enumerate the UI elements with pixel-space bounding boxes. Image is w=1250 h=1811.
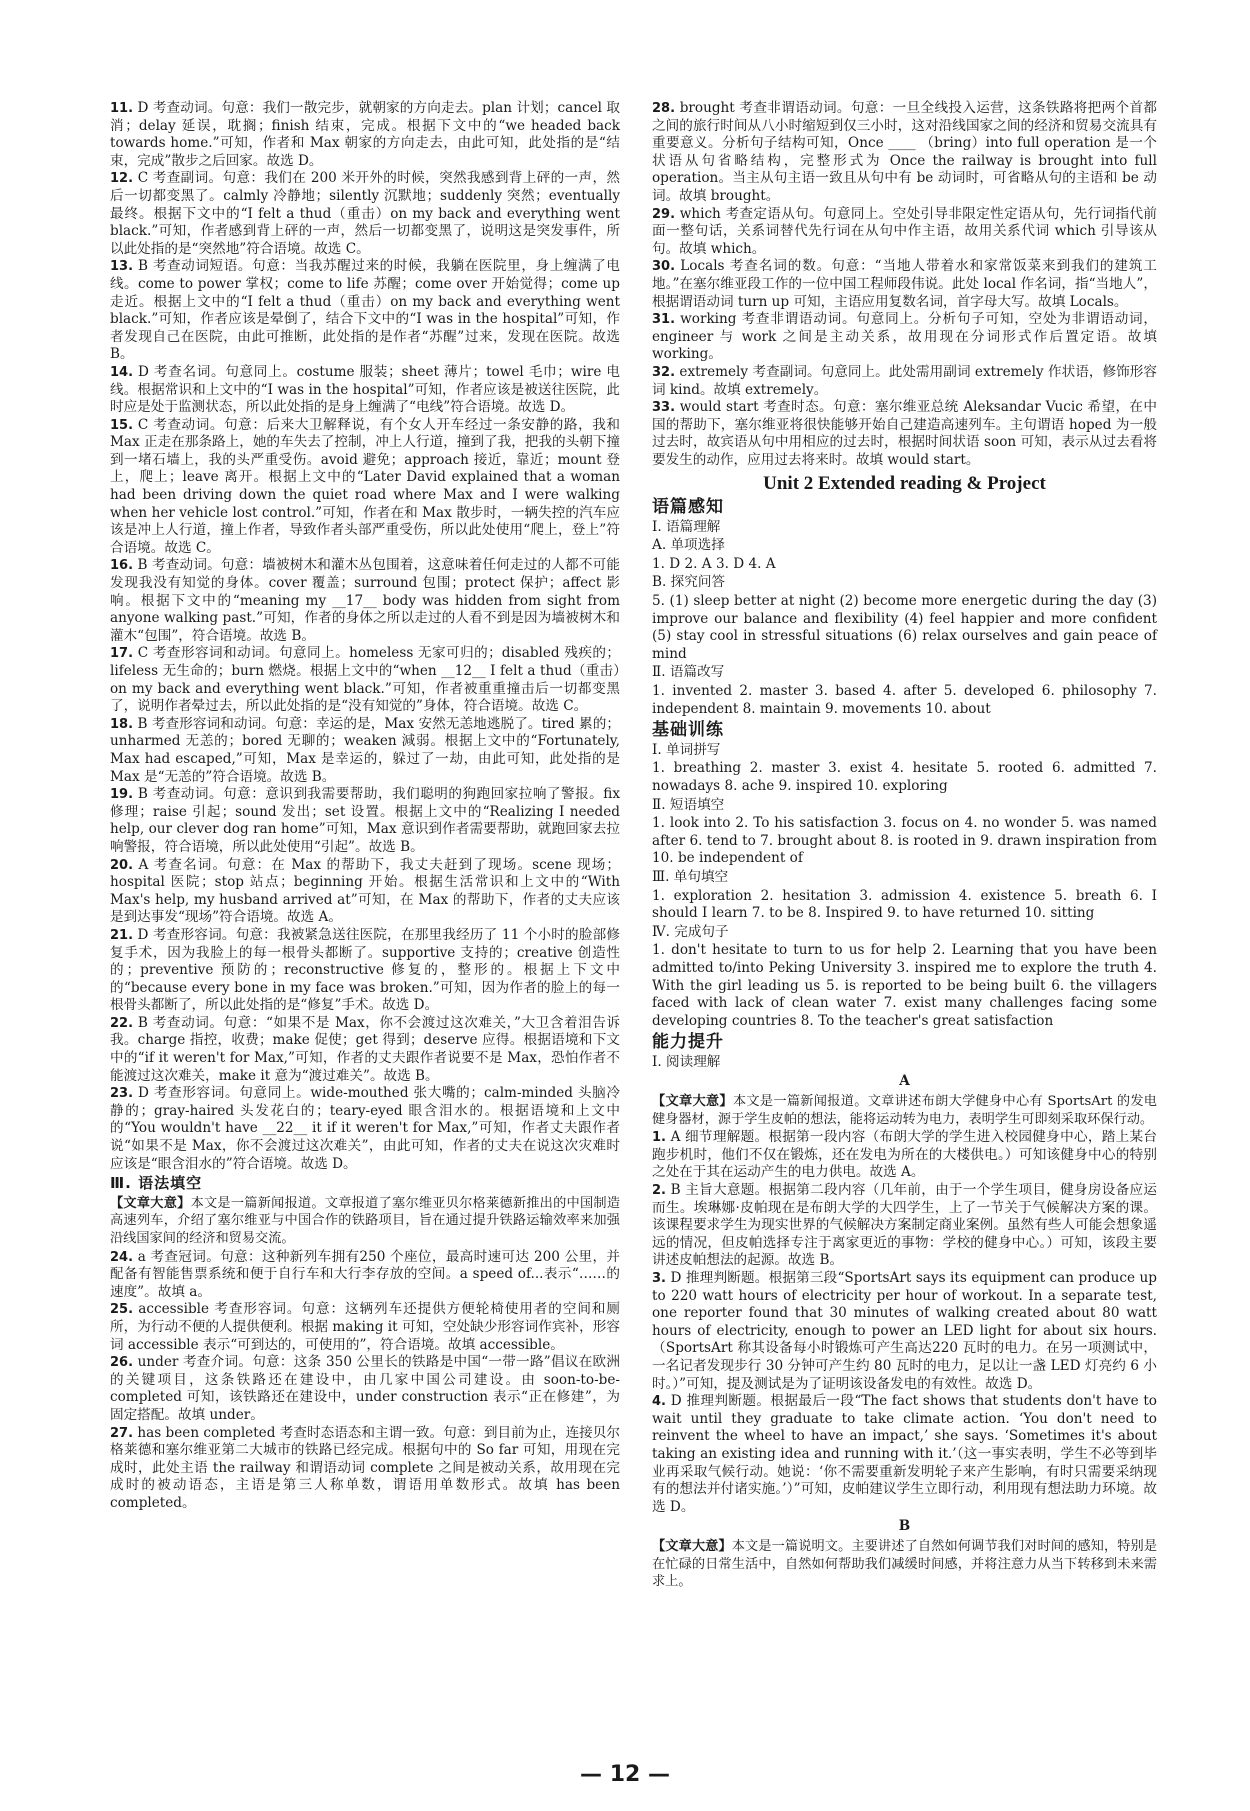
item-text: B 考查动词。句意：“如果不是 Max，你不会渡过这次难关，”大卫含着泪告诉我。charge 指控，收费；make 促使；get 得到；deserve 应得。根据语境和下文中的“if it weren't for Max,”可知，作者的丈夫跟作者说要不是 Max，恐怕作者不能渡过这次难关，make it 意为“渡过难关”。故选 B。 [110,1014,621,1084]
item-number: 26. [110,1355,134,1371]
item-number: 4. [652,1394,666,1410]
answer-item [652,364,1157,399]
block-title-ability: 能力提升 [652,1032,724,1053]
item-text: D 考查形容词。句意同上。wide-mouthed 张大嘴的；calm-minded 头脑冷静的；gray-haired 头发花白的；teary-eyed 眼含泪水的。根据语境和上文中的“You wouldn't have __22__ it if it weren't for Max,”可知，作者丈夫跟作者说“如果不是 Max，你不会渡过这次难关”，由此可知，作者的丈夫在说这次灾难时应该是“眼含泪水的”符合语境。故选 D。 [110,1085,621,1172]
item-text: B 主旨大意题。根据第二段内容（几年前，由于一个学生项目，健身房设备应运而生。埃琳娜·皮帕现在是布朗大学的大四学生，上了一节关于气候解决方案的课。该课程要求学生为现实世界的气候解决方案制定商业案例。虽然有些人可能会想象遥远的情况，但皮帕选择专注于离家更近的事物：学校的健身中心。）可知，该段主要讲述皮帕想法的起源。故选 B。 [652,1182,1158,1269]
item-text: A 考查名词。句意：在 Max 的帮助下，我丈夫赶到了现场。scene 现场；hospital 医院；stop 站点；beginning 开始。根据生活常识和上文中的“With Max's help, my husband arrived at”可知，在 Max 的帮助下，作者的丈夫应该是到达事发“现场”符合语境。故选 A。 [110,856,620,926]
item-number: 12. [110,171,134,187]
item-number: 31. [652,312,676,328]
answer-item [652,258,1157,311]
answer-item [652,311,1157,364]
answer-item [110,364,620,417]
answer-item [110,927,620,1015]
answer-item [110,716,620,786]
passage-a-label: A [899,1073,910,1090]
answer-item [110,645,620,715]
item-number: 19. [110,787,134,803]
item-number: 28. [652,101,676,116]
passage-b-label: B [898,1518,911,1535]
item-text: A 细节理解题。根据第一段内容（布朗大学的学生进入校园健身中心，踏上某台跑步机时，他们不仅在锻炼，还在发电为所在的大楼供电。）可知该健身中心的特别之处在于其在运动产生的电力供电。故选 A。 [652,1129,1157,1181]
section-reading-comprehension: Ⅰ. 语篇理解 [652,518,721,535]
block-title-basic: 基础训练 [652,720,724,741]
item-number: 27. [110,1425,134,1441]
sentence-fill-answers: 1. exploration 2. hesitation 3. admission 4. existence 5. breath 6. I should I learn 7. to be 8. Inspired 9. to have returned 10. sitting [652,887,1157,922]
item-number: 33. [652,400,676,416]
answer-item [652,1270,1157,1393]
answer-item [110,786,620,856]
grammar-section-title: Ⅲ. 语法填空 [110,1174,203,1193]
item-number: 17. [110,646,134,662]
answer-item [652,206,1157,259]
item-text: brought 考查非谓语动词。句意：一旦全线投入运营，这条铁路将把两个首都之间的旅行时间从八小时缩短到仅三小时，这对沿线国家之间的经济和贸易交流具有重要意义。分析句子结构可知，Once ____ （bring）into full operation 是一个状语从句省略结构，完整形式为 Once the railway is brought into full operation。当主从句主语一致且从句中有 be 动词时，可省略从句的主语和 be 动词。故填 brought。 [652,100,1157,204]
item-text: which 考查定语从句。句意同上。空处引导非限定性定语从句，先行词指代前面一整句话，关系词替代先行词在从句中作主语，故用关系代词 which 引导该从句。故填 which。 [652,205,1157,257]
item-text: C 考查形容词和动词。句意同上。homeless 无家可归的；disabled 残疾的；lifeless 无生命的；burn 燃烧。根据上文中的“when __12__ I felt a thud（重击）on my back and everything went black.”可知，作者被重重撞击后一切都变黑了，说明作者晕过去，所以此处指的是“没有知觉的”身体，符合语境。故选 C。 [110,645,620,715]
answer-item [110,557,620,645]
item-number: 18. [110,716,134,732]
item-number: 20. [110,857,134,873]
item-text: accessible 考查形容词。句意：这辆列车还提供方便轮椅使用者的空间和厕所，为行动不便的人提供便利。根据 making it 可知，空处缺少形容词作宾补，形容词 accessible 表示“可到达的，可使用的”，符合语境。故填 accessible。 [110,1301,620,1353]
item-number: 15. [110,417,134,433]
item-number: 25. [110,1302,134,1318]
answer-item [652,399,1157,469]
section-reading: Ⅰ. 阅读理解 [652,1053,721,1070]
item-number: 13. [110,259,134,275]
item-text: D 推理判断题。根据第三段“SportsArt says its equipment can produce up to 220 watt hours of electricity per hour of workout. In a separate test, one reporter found that 30 minutes of walking created about 80 watt hours of electricity, enough to power an LED light for about six hours.（SportsArt 称其设备每小时锻炼可产生高达220 瓦时的电力。在另一项测试中，一名记者发现步行 30 分钟可产生约 80 瓦时的电力，足以让一盏 LED 灯亮约 6 小时。）”可知，提及测试是为了证明该设备发电的有效性。故选 D。 [652,1270,1157,1392]
answer-item [110,1354,620,1424]
section-rewrite: Ⅱ. 语篇改写 [652,664,725,681]
page-number: — 12 — [580,1762,670,1787]
section-sentence-fill: Ⅲ. 单句填空 [652,868,729,885]
answer-item [110,417,620,558]
answer-item [652,1393,1157,1516]
grammar-summary: 【文章大意】本文是一篇新闻报道。文章报道了塞尔维亚贝尔格莱德新推出的中国制造高速列车，介绍了塞尔维亚与中国合作的铁路项目，旨在通过提升铁路运输效率来加强沿线国家间的经济和贸易交流。 [110,1195,621,1246]
passage-a-summary: 【文章大意】本文是一篇新闻报道。文章讲述布朗大学健身中心有 SportsArt 的发电健身器材，源于学生皮帕的想法，能将运动转为电力，表明学生可即刻采取环保行动。 [652,1094,1157,1127]
item-text: Locals 考查名词的数。句意：“当地人带着水和家常饭菜来到我们的建筑工地。”在塞尔维亚段工作的一位中国工程师段伟说。此处 local 作名词，指“当地人”，根据谓语动词 turn up 可知，主语应用复数名词，首字母大写。故填 Locals。 [652,258,1157,310]
item-number: 21. [110,927,134,943]
right-column [652,100,1157,1592]
rewrite-answers: 1. invented 2. master 3. based 4. after 5. developed 6. philosophy 7. independent 8. maintain 9. movements 10. about [652,683,1157,717]
item-text: D 推理判断题。根据最后一段“The fact shows that students don't have to wait until they graduate to take climate action. ‘You don't need to reinvent the wheel to have an impact,’ she says. ‘Sometimes it's about taking an existing idea and running with it.’（这一事实表明，学生不必等到毕业再采取气候行动。她说：‘你不需要重新发明轮子来产生影响，有时只需要采纳现有的想法并付诸实施。’）”可知，皮帕建议学生立即行动，利用现有想法助力环境。故选 D。 [652,1393,1157,1515]
item-text: D 考查动词。句意：我们一散完步，就朝家的方向走去。plan 计划；cancel 取消；delay 延误，耽搁；finish 结束，完成。根据下文中的“we headed back towards home.”可知，作者和 Max 朝家的方向走去，由此可知，此处指的是“结束，完成”散步之后回家。故选 D。 [110,100,620,169]
answer-item [110,1085,620,1173]
answer-item [652,100,1157,206]
answer-item [110,1301,620,1354]
block-title-perception: 语篇感知 [652,497,724,518]
section-complete-sentences: Ⅳ. 完成句子 [652,923,729,940]
item-number: 1. [652,1130,666,1146]
item-number: 29. [652,206,676,222]
item-text: extremely 考查副词。句意同上。此处需用副词 extremely 作状语，修饰形容词 kind。故填 extremely。 [652,363,1157,398]
item-number: 11. [110,101,134,116]
answer-item [110,1249,620,1302]
subsection-single-choice: A. 单项选择 [652,537,725,554]
item-text: D 考查形容词。句意：我被紧急送往医院，在那里我经历了 11 个小时的脸部修复手术，因为我脸上的每一根骨头都断了。supportive 支持的；creative 创造性的；preventive 预防的；reconstructive 修复的，整形的。根据上下文中的“because every bone in my face was broken.”可知，因为作者的脸上的每一根骨头都断了，所以此处指的是“修复”手术。故选 D。 [110,926,620,1014]
item-text: has been completed 考查时态语态和主谓一致。句意：到目前为止，连接贝尔格莱德和塞尔维亚第二大城市的铁路已经完成。根据句中的 So far 可知，用现在完成时，此处主语 the railway 和谓语动词 complete 之间是被动关系，故用现在完成时的被动语态，主语是第三人称单数，谓语用单数形式。故填 has been completed。 [110,1424,620,1511]
answer-item [652,1182,1157,1270]
passage-b-summary: 【文章大意】本文是一篇说明文。主要讲述了自然如何调节我们对时间的感知，特别是在忙碌的日常生活中，自然如何帮助我们减缓时间感，并将注意力从当下转移到未来需求上。 [652,1538,1158,1590]
item-text: a 考查冠词。句意：这种新列车拥有250 个座位，最高时速可达 200 公里，并配备有智能售票系统和便于自行车和大行李存放的空间。a speed of...表示“……的速度”。故填 a。 [110,1248,621,1300]
inquiry-answers: 5. (1) sleep better at night (2) become more energetic during the day (3) improve our balance and flexibility (4) feel happier and more confident (5) stay cool in stressful situations (6) relax ourselves and gain peace of mind [652,593,1157,662]
answer-item [110,1425,620,1513]
answer-item [110,170,620,258]
item-number: 2. [652,1183,666,1199]
section-phrases: Ⅱ. 短语填空 [652,796,725,813]
item-text: D 考查名词。句意同上。costume 服装；sheet 薄片；towel 毛巾；wire 电线。根据常识和上文中的“I was in the hospital”可知，作者应该是被送往医院，此时应是处于监测状态，所以此处指的是身上缠满了“电线”符合语境。故选 D。 [110,363,620,416]
item-text: would start 考查时态。句意：塞尔维亚总统 Aleksandar Vucic 希望，在中国的帮助下，塞尔维亚将很快能够开始自己建造高速列车。主句谓语 hoped 为一般过去时，故宾语从句中用相应的过去时，根据时间状语 soon 可知，表示从过去看将要发生的动作，应用过去将来时。故填 would start。 [652,399,1157,468]
item-text: C 考查副词。句意：我们在 200 米开外的时候，突然我感到背上砰的一声，然后一切都变黑了。calmly 冷静地；silently 沉默地；suddenly 突然；eventually 最终。根据下文中的“I felt a thud（重击）on my back and everything went black.”可知，作者感到背上砰的一声，然后一切都变黑了，说明这是突发事件，所以此处指的是“突然地”符合语境。故选 C。 [110,170,620,257]
spelling-answers: 1. breathing 2. master 3. exist 4. hesitate 5. rooted 6. admitted 7. nowadays 8. ache 9. inspired 10. exploring [652,760,1157,794]
item-number: 22. [110,1015,134,1031]
item-text: B 考查动词短语。句意：当我苏醒过来的时候，我躺在医院里，身上缠满了电线。come to power 掌权；come to life 苏醒；come over 开始觉得；come up 走近。根据上文中的“I felt a thud（重击）on my back and everything went black.”可知，作者应该是晕倒了，结合下文中的“I was in the hospital”可知，作者发现自己在医院，由此可推断，此处指的是作者“苏醒”过来，发现在医院。故选 B。 [110,258,620,363]
item-text: under 考查介词。句意：这条 350 公里长的铁路是中国“一带一路”倡议在欧洲的关键项目，这条铁路还在建设中，由几家中国公司建设。由 soon-to-be-completed 可知，该铁路还在建设中，under construction 表示“正在修建”，为固定搭配。故填 under。 [110,1354,620,1423]
item-number: 32. [652,364,676,380]
item-number: 30. [652,259,676,275]
item-text: B 考查动词。句意：墙被树木和灌木丛包围着，这意味着任何走过的人都不可能发现我没有知觉的身体。cover 覆盖；surround 包围；protect 保护；affect 影响。根据下文中的“meaning my __17__ body was hidden from sight from anyone walking past.”可知，作者的身体之所以走过的人看不到是因为墙被树木和灌木“包围”，符合语境。故选 B。 [110,557,620,644]
answer-item [110,100,620,170]
single-choice-answers: 1. D 2. A 3. D 4. A [652,555,776,572]
item-number: 3. [652,1271,666,1286]
item-text: B 考查形容词和动词。句意：幸运的是，Max 安然无恙地逃脱了。tired 累的；unharmed 无恙的；bored 无聊的；weaken 減弱。根据上文中的“Fortunately, Max had escaped,”可知，Max 是幸运的，躲过了一劫，由此可知，此处指的是 Max 是“无恙的”符合语境。故选 B。 [110,715,620,785]
left-column [110,100,620,1513]
unit-title: Unit 2 Extended reading & Project [763,473,1046,495]
subsection-inquiry: B. 探究问答 [652,574,726,591]
item-text: working 考查非谓语动词。句意同上。分析句子可知，空处为非谓语动词，engineer 与 work 之间是主动关系，故用现在分词形式作后置定语。故填 working。 [652,311,1157,363]
item-text: C 考查动词。句意：后来大卫解释说，有个女人开车经过一条安静的路，我和 Max 正走在那条路上，她的车失去了控制，冲上人行道，撞到了我，把我的头朝下撞到一堵石墙上，我的头严重受伤。avoid 避免；approach 接近，靠近；mount 登上，爬上；leave 离开。根据上文中的“Later David explained that a woman had been driving down the quiet road where Max and I were walking when her vehicle lost control.”可知，作者在和 Max 散步时，一辆失控的汽车应该是冲上人行道，撞上作者，导致作者头部严重受伤，所以此处使用“爬上，登上”符合语境。故选 C。 [110,416,620,556]
answer-item [110,1015,620,1085]
item-number: 23. [110,1086,134,1102]
section-spelling: Ⅰ. 单词拼写 [652,741,721,758]
complete-sentence-answers: 1. don't hesitate to turn to us for help 2. Learning that you have been admitted to/into Peking University 3. inspired me to explore the truth 4. With the girl leading us 5. is reported to be being built 6. the villagers faced with lack of clean water 7. exist many challenges facing some developing countries 8. To the teacher's great satisfaction [652,942,1157,1029]
phrase-answers: 1. look into 2. To his satisfaction 3. focus on 4. no wonder 5. was named after 6. tend to 7. brought about 8. is rooted in 9. drawn inspiration from 10. be independent of [652,815,1157,867]
answer-item [110,258,620,364]
item-number: 24. [110,1249,134,1265]
answer-item [110,857,620,927]
item-text: B 考查动词。句意：意识到我需要帮助，我们聪明的狗跑回家拉响了警报。fix 修理；raise 引起；sound 发出；set 设置。根据上文中的“Realizing I needed help, our clever dog ran home”可知，Max 意识到作者需要帮助，就跑回家去拉响警报，符合语境，所以此处使用“引起”。故选 B。 [110,786,620,855]
item-number: 14. [110,364,134,380]
answer-item [652,1129,1157,1182]
item-number: 16. [110,558,134,574]
